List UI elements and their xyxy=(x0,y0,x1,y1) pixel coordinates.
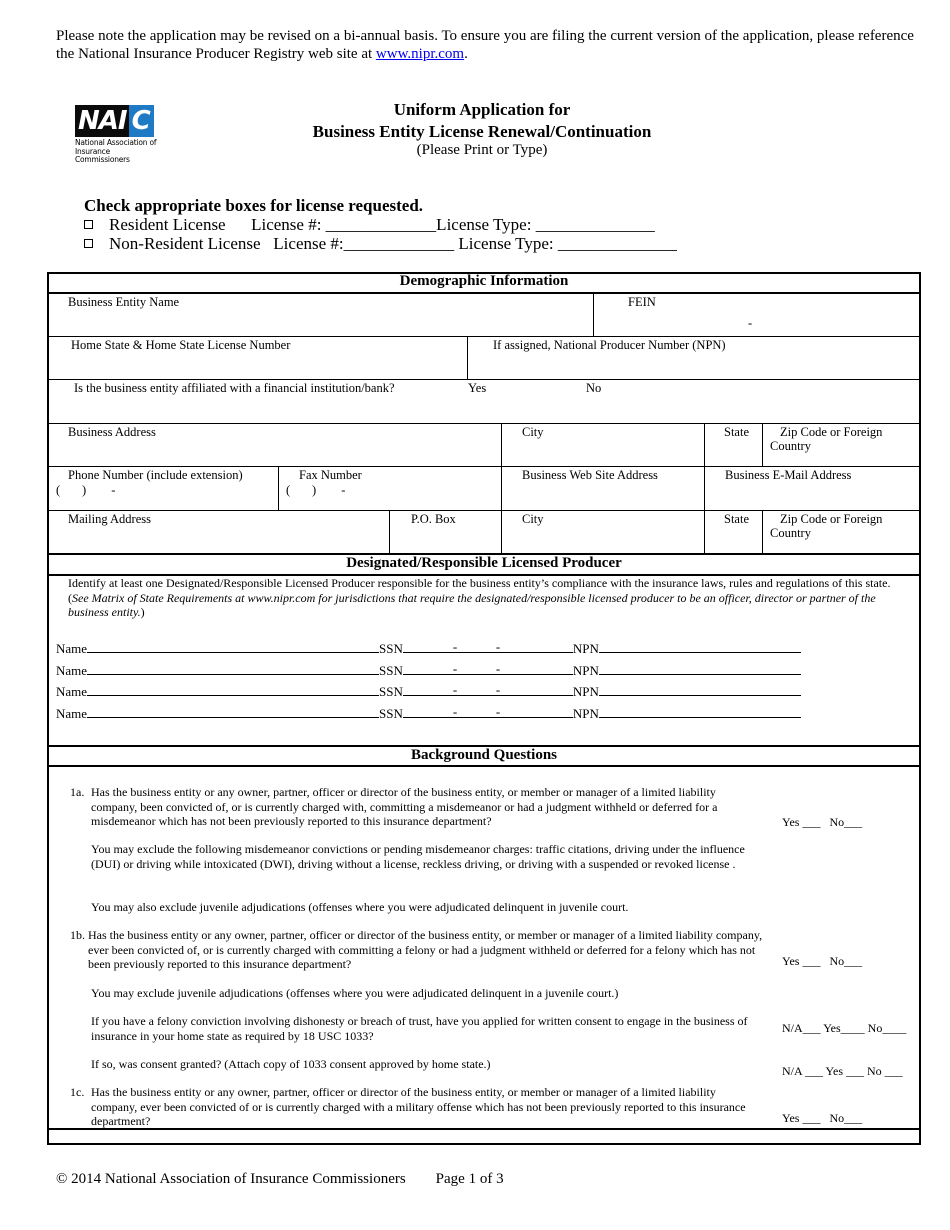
nonresident-license-checkbox[interactable] xyxy=(84,239,93,248)
affiliated-no[interactable]: No xyxy=(586,381,602,395)
logo-line2: Insurance Commissioners xyxy=(75,146,130,164)
npn-label: If assigned, National Producer Number (NPN) xyxy=(493,338,726,352)
email-label: Business E-Mail Address xyxy=(725,468,852,482)
revision-notice: Please note the application may be revised on a bi-annual basis. To ensure you are filing the current version of the application, please reference the National Insurance Producer Registry web site at www.nipr.com. xyxy=(56,28,914,62)
phone-format: ( ) - xyxy=(56,483,116,497)
phone-label: Phone Number (include extension) xyxy=(68,468,243,482)
q1c-number: 1c. xyxy=(70,1085,85,1099)
business-entity-name-label: Business Entity Name xyxy=(68,295,180,309)
logo-mark: NAI xyxy=(75,105,129,137)
state-label: State xyxy=(724,425,749,439)
city2-label: City xyxy=(522,512,544,526)
form-subtitle: Business Entity License Renewal/Continuation xyxy=(312,122,652,141)
affiliated-yes[interactable]: Yes xyxy=(468,381,487,395)
producer-row[interactable]: Name SSN - - NPN xyxy=(56,684,801,700)
q1c-text: Has the business entity or any owner, partner, officer or director of the business entity, or member or manager of a limited liability company, ever been convicted of or is currently charged with a military offense which has not been previously reported to this insurance department? xyxy=(91,1085,746,1128)
form-instructions: (Please Print or Type) xyxy=(416,142,548,158)
q1a-exclusion-note: You may exclude the following misdemeanor convictions or pending misdemeanor charges: traffic citations, driving under the influence (DUI) or driving while intoxicated (DWI), driving without a license, reckless driving, or driving with a suspended or revoked license . xyxy=(91,842,745,871)
website-label: Business Web Site Address xyxy=(522,468,658,482)
logo-mark-c: C xyxy=(129,105,154,137)
producer-row[interactable]: Name SSN - - NPN xyxy=(56,641,801,657)
resident-license-checkbox[interactable] xyxy=(84,220,93,229)
producer-row[interactable]: Name SSN - - NPN xyxy=(56,663,801,679)
home-state-label: Home State & Home State License Number xyxy=(71,338,291,352)
designated-heading: Designated/Responsible Licensed Producer xyxy=(346,555,622,571)
mailing-address-label: Mailing Address xyxy=(68,512,151,526)
q1c-answer[interactable]: Yes ___ No___ xyxy=(782,1111,863,1125)
form-title: Uniform Application for xyxy=(393,100,571,119)
fax-format: ( ) - xyxy=(286,483,346,497)
nonresident-license-row: Non-Resident License License #:_____________ License Type: ______________ xyxy=(84,234,677,254)
business-address-label: Business Address xyxy=(68,425,156,439)
logo-line1: National Association of xyxy=(75,138,157,147)
fein-dash: - xyxy=(748,316,753,330)
q1b-number: 1b. xyxy=(70,928,85,942)
q1b-text: Has the business entity or any owner, partner, officer or director of the business entity, or member or manager of a limited liability company, ever been convicted of, or is currently charged with committing a felony or had a judgment withheld or deferred for a felony which has not been previously reported to this insurance department? xyxy=(88,928,763,971)
background-heading: Background Questions xyxy=(410,747,557,763)
zip-label: Zip Code or Foreign Country xyxy=(770,425,883,453)
producer-row[interactable]: Name SSN - - NPN xyxy=(56,706,801,722)
resident-license-row: Resident License License #: _____________License Type: ______________ xyxy=(84,215,655,235)
fax-label: Fax Number xyxy=(299,468,362,482)
demographic-heading: Demographic Information xyxy=(399,273,569,289)
q1b-consent-answer[interactable]: N/A ___ Yes ___ No ___ xyxy=(782,1064,903,1078)
q1a-juvenile-note: You may also exclude juvenile adjudications (offenses where you were adjudicated delinquent in juvenile court. xyxy=(91,900,629,914)
q1b-juvenile-note: You may exclude juvenile adjudications (offenses where you were adjudicated delinquent in a juvenile court.) xyxy=(91,986,619,1000)
state2-label: State xyxy=(724,512,749,526)
q1a-answer[interactable]: Yes ___ No___ xyxy=(782,815,863,829)
po-box-label: P.O. Box xyxy=(411,512,456,526)
nipr-link[interactable]: www.nipr.com xyxy=(375,46,465,62)
license-request-heading: Check appropriate boxes for license requested. xyxy=(84,196,424,215)
fein-label: FEIN xyxy=(628,295,656,309)
q1b-felony-answer[interactable]: N/A___ Yes____ No____ xyxy=(782,1021,907,1035)
q1a-text: Has the business entity or any owner, partner, officer or director of the business entity, or member or manager of a limited liability company, been convicted of, or is currently charged with, committing a misdemeanor or had a judgment withheld or deferred for a misdemeanor which has not been previously reported to this insurance department? xyxy=(91,785,718,828)
q1b-answer[interactable]: Yes ___ No___ xyxy=(782,954,863,968)
q1a-number: 1a. xyxy=(70,785,85,799)
designated-instructions: Identify at least one Designated/Responsible Licensed Producer responsible for the business entity’s compliance with the insurance laws, rules and regulations of this state. (See Matrix of State Requirements at www.nipr.com for jurisdictions that require the designated/responsible licensed producer to be an officer, director or partner of the business entity.) xyxy=(68,576,891,619)
page-footer: © 2014 National Association of Insurance Commissioners Page 1 of 3 xyxy=(56,1171,504,1187)
q1b-felony-question: If you have a felony conviction involving dishonesty or breach of trust, have you applied for written consent to engage in the business of insurance in your home state as required by 18 USC 1033? xyxy=(91,1014,748,1043)
city-label: City xyxy=(522,425,544,439)
zip2-label: Zip Code or Foreign Country xyxy=(770,512,883,540)
q1b-consent-question: If so, was consent granted? (Attach copy of 1033 consent approved by home state.) xyxy=(91,1057,491,1071)
affiliated-question: Is the business entity affiliated with a financial institution/bank? xyxy=(74,381,395,395)
